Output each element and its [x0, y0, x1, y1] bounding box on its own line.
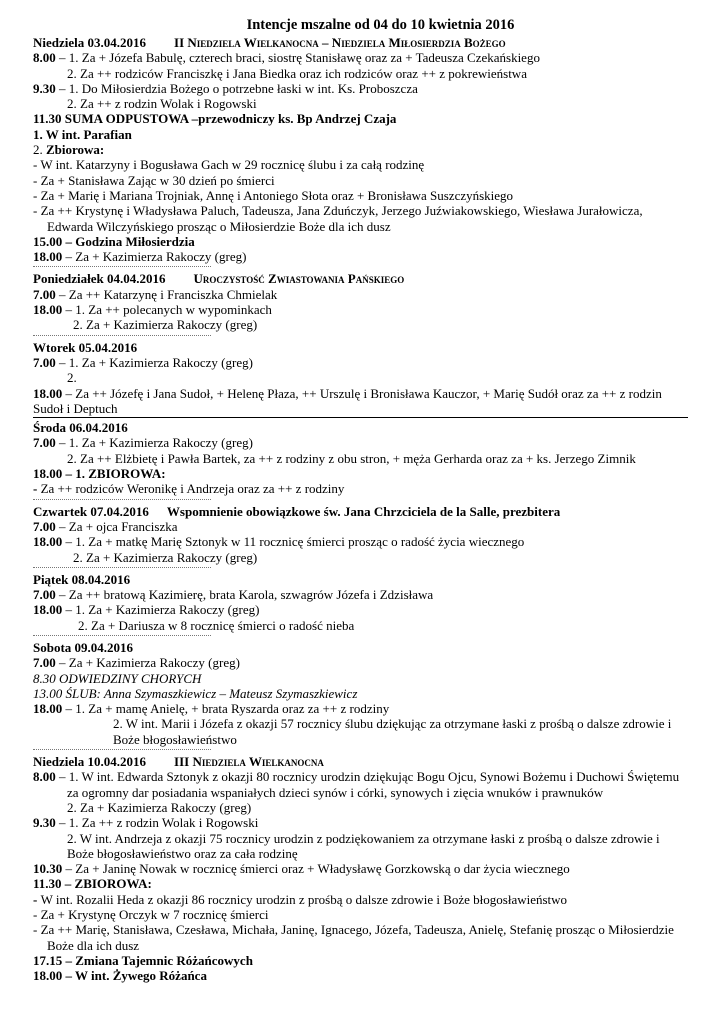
mass-entry: 2. Za ++ Elżbietę i Pawła Bartek, za ++ z rodziny z obu stron, + męża Gerharda oraz za + ks. Jerzego Zimnik [67, 450, 636, 466]
mass-time: 8.00 [33, 50, 56, 66]
mass-intention: – Za ++ bratową Kazimierę, brata Karola, szwagrów Józefa i Zdzisława [55, 587, 434, 603]
day-date: Sobota 09.04.2016 [33, 639, 134, 655]
day-date: Środa 06.04.2016 [33, 420, 128, 436]
collective-header: 18.00 – 1. ZBIOROWA: [33, 466, 166, 482]
mass-entry [33, 355, 688, 370]
mass-time: 10.30 [33, 861, 63, 877]
collective-item [33, 481, 688, 496]
mass-entry [33, 435, 688, 450]
mass-entry [33, 534, 688, 549]
suma-odpustowa: 11.30 SUMA ODPUSTOWA –przewodniczy ks. Bp Andrzej Czaja [33, 111, 397, 127]
separator [33, 499, 211, 500]
mass-entry [33, 701, 688, 716]
mass-entry: 18.00 – W int. Żywego Różańca [33, 968, 207, 984]
collective-item [33, 892, 688, 907]
event-wedding: 13.00 ŚLUB: Anna Szymaszkiewicz – Mateusz Szymaszkiewicz [33, 685, 358, 701]
mass-intention: 2. W int. Marii i Józefa z okazji 57 rocznicy ślubu dziękując za otrzymane łaski z prośbą o dalsze zdrowie i Boże błogosławieństwo [113, 716, 672, 747]
mass-intention: – Za + Janinę Nowak w rocznicę śmierci oraz + Władysławę Gorzkowską o dar życia wiecznego [62, 861, 570, 877]
mass-intention: – 1. Za ++ polecanych w wypominkach [62, 302, 272, 318]
mass-intention: – 1. Za + Kazimierza Rakoczy (greg) [55, 354, 253, 370]
mass-entry: 2. Za + Kazimierza Rakoczy (greg) [73, 549, 258, 565]
collective-label: Zbiorowa: [46, 142, 105, 158]
collective-item: - Za + Stanisława Zając w 30 dzień po śmierci [33, 172, 275, 188]
feast-name: III Niedziela Wielkanocna [174, 754, 324, 770]
day-section-sunday-1004 [33, 754, 688, 983]
mass-entry [33, 386, 688, 417]
separator [33, 335, 211, 336]
day-header [33, 271, 688, 286]
mass-intention: – Za + ojca Franciszka [55, 518, 178, 534]
mass-entry: 2. Za ++ z rodzin Wolak i Rogowski [67, 96, 257, 112]
day-section-monday [33, 271, 688, 335]
intentions-document [33, 15, 688, 984]
day-date: Wtorek 05.04.2016 [33, 339, 138, 355]
mass-time: 18.00 [33, 534, 63, 550]
mass-intention: – 1. Za + Józefa Babulę, czterech braci, siostrę Stanisławę oraz za + Tadeusza Czekańskiego [55, 50, 540, 66]
mass-entry [33, 587, 688, 602]
mass-entry: 1. W int. Parafian [33, 126, 132, 142]
event-visit-sick: 8.30 ODWIEDZINY CHORYCH [33, 670, 202, 686]
day-section-friday [33, 572, 688, 636]
collective-header [33, 142, 688, 157]
mass-entry: 2. Za + Dariusza w 8 rocznicę śmierci o radość nieba [78, 617, 355, 633]
feast-name: II Niedziela Wielkanocna – Niedziela Miłosierdzia Bożego [174, 35, 506, 50]
mass-entry [33, 302, 688, 317]
mass-time: 7.00 [33, 435, 56, 451]
item-dash: - [33, 891, 41, 907]
day-date: Piątek 08.04.2016 [33, 571, 131, 587]
mass-intention: – 1. Za + Kazimierza Rakoczy (greg) [55, 435, 253, 451]
mass-intention: – 1. W int. Edwarda Sztonyk z okazji 80 rocznicy urodzin dziękując Bogu Ojcu, Synowi Bożemu i Duchowi Świętemu za ogromny dar posiadania wspaniałych dzieci synów i córki, synowych i zięcia wnuków i prawnuków [55, 769, 680, 800]
mass-intention: W int. Rozalii Heda z okazji 86 rocznicy urodzin z prośbą o dalsze zdrowie i Boże błogosławieństwo [40, 891, 568, 907]
mass-entry [33, 861, 688, 876]
collective-item: - Za + Marię i Mariana Trojniak, Annę i Antoniego Słota oraz + Bronisława Suszczyńskiego [33, 187, 514, 203]
mass-time: 7.00 [33, 354, 56, 370]
collective-item: - Za + Krystynę Orczyk w 7 rocznicę śmierci [33, 907, 269, 923]
mass-intention: – Za ++ Józefę i Jana Sudoł, + Helenę Płaza, ++ Urszulę i Bronisława Kauczor, + Marię Sudół oraz za ++ z rodzin Sudoł i Deptuch [33, 385, 662, 416]
mass-time: 18.00 [33, 602, 63, 618]
mass-entry: 2. W int. Andrzeja z okazji 75 rocznicy urodzin z podziękowaniem za otrzymane łaski z prośbą o dalsze zdrowie i Boże błogosławieństwo oraz za cała rodzinę [67, 830, 660, 861]
separator [33, 417, 688, 418]
mass-time: 18.00 [33, 249, 63, 265]
day-date: Czwartek 07.04.2016 [33, 503, 149, 519]
mass-entry [33, 81, 688, 96]
mass-intention: – Za + Kazimierza Rakoczy (greg) [55, 655, 240, 671]
separator [33, 266, 211, 267]
mass-entry [33, 519, 688, 534]
day-section-saturday [33, 640, 688, 750]
day-header [33, 754, 688, 769]
mass-entry [33, 287, 688, 302]
mass-entry [33, 815, 688, 830]
mass-intention: – 1. Za + mamę Anielę, + brata Ryszarda oraz za ++ z rodziny [62, 701, 390, 717]
day-date: Niedziela 10.04.2016 [33, 754, 147, 770]
mass-intention: Za ++ rodziców Weronikę i Andrzeja oraz za ++ z rodziny [40, 481, 345, 497]
mass-entry: 17.15 – Zmiana Tajemnic Różańcowych [33, 952, 253, 968]
day-date: Niedziela 03.04.2016 [33, 35, 147, 50]
day-section-sunday-0304 [33, 35, 688, 267]
mass-entry [33, 769, 688, 800]
collective-item: - Za ++ Marię, Stanisława, Czesława, Michała, Janinę, Ignacego, Józefa, Tadeusza, Anielę, Stefanię prosząc o Miłosierdzie Boże dla ich dusz [33, 922, 674, 953]
mass-intention: – 1. Za + Kazimierza Rakoczy (greg) [62, 602, 260, 618]
mass-time: 7.00 [33, 587, 56, 603]
mass-time: 7.00 [33, 286, 56, 302]
document-title: Intencje mszalne od 04 do 10 kwietnia 2016 [246, 17, 515, 33]
separator [33, 749, 211, 750]
mass-intention: – 1. Do Miłosierdzia Bożego o potrzebne łaski w int. Ks. Proboszcza [55, 80, 418, 96]
day-header [33, 504, 688, 519]
mass-entry: 15.00 – Godzina Miłosierdzia [33, 233, 195, 249]
day-header [33, 35, 688, 50]
separator [33, 567, 211, 568]
day-section-wednesday [33, 420, 688, 499]
mass-intention: – Za + Kazimierza Rakoczy (greg) [62, 249, 247, 265]
mass-time: 7.00 [33, 518, 56, 534]
mass-entry [33, 602, 688, 617]
day-date: Poniedziałek 04.04.2016 [33, 271, 166, 287]
collective-header: 11.30 – ZBIOROWA: [33, 876, 152, 892]
collective-item: - W int. Katarzyny i Bogusława Gach w 29 rocznicę ślubu i za całą rodzinę [33, 157, 425, 173]
mass-entry: 2. Za + Kazimierza Rakoczy (greg) [73, 317, 258, 333]
feast-name: Wspomnienie obowiązkowe św. Jana Chrzciciela de la Salle, prezbitera [166, 503, 561, 519]
mass-entry [33, 716, 688, 747]
separator [33, 635, 211, 636]
day-section-thursday [33, 504, 688, 568]
mass-entry [33, 655, 688, 670]
collective-item: - Za ++ Krystynę i Władysława Paluch, Tadeusza, Jana Zduńczyk, Jerzego Juźwiakowskiego, Wiesława Jurałowicza, Edwarda Wilczyńskiego prosząc o Miłosierdzie Boże dla ich dusz [33, 203, 643, 234]
mass-intention: – 1. Za ++ z rodzin Wolak i Rogowski [55, 815, 259, 831]
entry-number: 2. [33, 142, 46, 158]
mass-time: 18.00 [33, 385, 63, 401]
mass-time: 7.00 [33, 655, 56, 671]
day-section-tuesday [33, 340, 688, 418]
mass-intention: – Za ++ Katarzynę i Franciszka Chmielak [55, 286, 278, 302]
mass-intention: – 1. Za + matkę Marię Sztonyk w 11 rocznicę śmierci prosząc o radość życia wiecznego [62, 534, 525, 550]
mass-entry [33, 50, 688, 65]
feast-name: Uroczystość Zwiastowania Pańskiego [193, 271, 405, 287]
item-dash: - [33, 481, 41, 497]
mass-entry: 2. [67, 370, 77, 386]
mass-time: 9.30 [33, 80, 56, 96]
mass-time: 8.00 [33, 769, 56, 785]
mass-time: 18.00 [33, 701, 63, 717]
mass-entry: 2. Za + Kazimierza Rakoczy (greg) [67, 799, 252, 815]
mass-time: 18.00 [33, 302, 63, 318]
mass-entry: 2. Za ++ rodziców Franciszkę i Jana Biedka oraz ich rodziców oraz ++ z pokrewieństwa [67, 65, 527, 81]
mass-time: 9.30 [33, 815, 56, 831]
mass-entry [33, 249, 688, 264]
